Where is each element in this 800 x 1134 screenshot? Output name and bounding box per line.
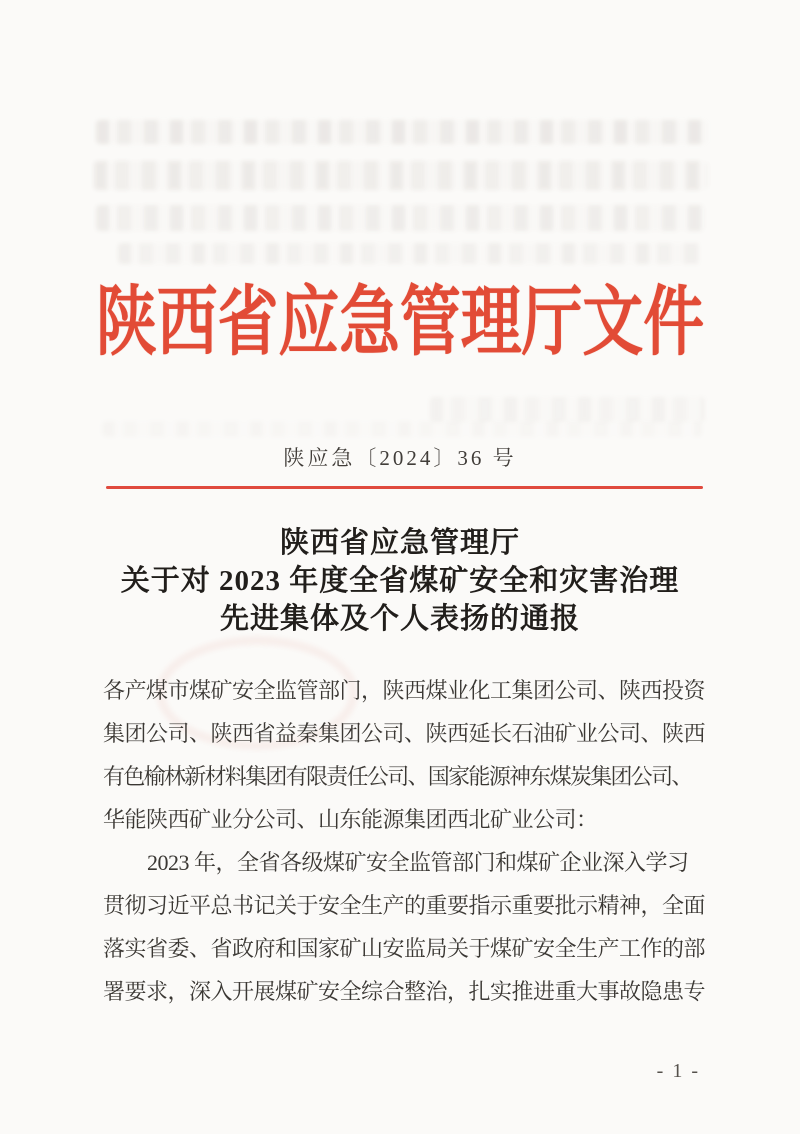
salutation-line: 集团公司、陕西省益秦集团公司、陕西延长石油矿业公司、陕西 xyxy=(103,721,706,746)
doc-title-line-1: 陕西省应急管理厅 xyxy=(279,527,520,559)
salutation-line: 华能陕西矿业分公司、山东能源集团西北矿业公司： xyxy=(103,807,598,832)
salutation-line: 各产煤市煤矿安全监管部门，陕西煤业化工集团公司、陕西投资 xyxy=(103,678,706,703)
bleedthrough-ghost-row xyxy=(96,120,708,144)
agency-banner-text: 陕西省应急管理厅文件 xyxy=(96,281,704,365)
bleedthrough-ghost-row xyxy=(96,205,706,231)
salutation-line: 有色榆林新材料集团有限责任公司、国家能源神东煤炭集团公司、 xyxy=(103,764,692,789)
bleedthrough-ghost-row xyxy=(430,397,705,422)
body-line: 贯彻习近平总书记关于安全生产的重要指示重要批示精神，全面 xyxy=(103,893,706,918)
agency-banner xyxy=(0,276,800,371)
doc-title-line-3: 先进集体及个人表扬的通报 xyxy=(219,603,580,635)
doc-title xyxy=(0,524,800,638)
red-divider-line xyxy=(106,486,703,489)
doc-number: 陕应急〔2024〕36 号 xyxy=(283,446,517,470)
body-line: 署要求，深入开展煤矿安全综合整治，扎实推进重大事故隐患专 xyxy=(103,979,706,1004)
bleedthrough-ghost-row xyxy=(102,421,702,437)
bleedthrough-ghost-row xyxy=(118,243,700,264)
doc-body xyxy=(103,669,706,1013)
body-line: 落实省委、省政府和国家矿山安监局关于煤矿安全生产工作的部 xyxy=(103,936,706,961)
bleedthrough-ghost-row xyxy=(94,161,708,190)
doc-title-line-2: 关于对 2023 年度全省煤矿安全和灾害治理 xyxy=(120,565,680,597)
body-line: 2023 年，全省各级煤矿安全监管部门和煤矿企业深入学习 xyxy=(147,850,689,875)
page-number: - 1 - xyxy=(656,1060,700,1082)
